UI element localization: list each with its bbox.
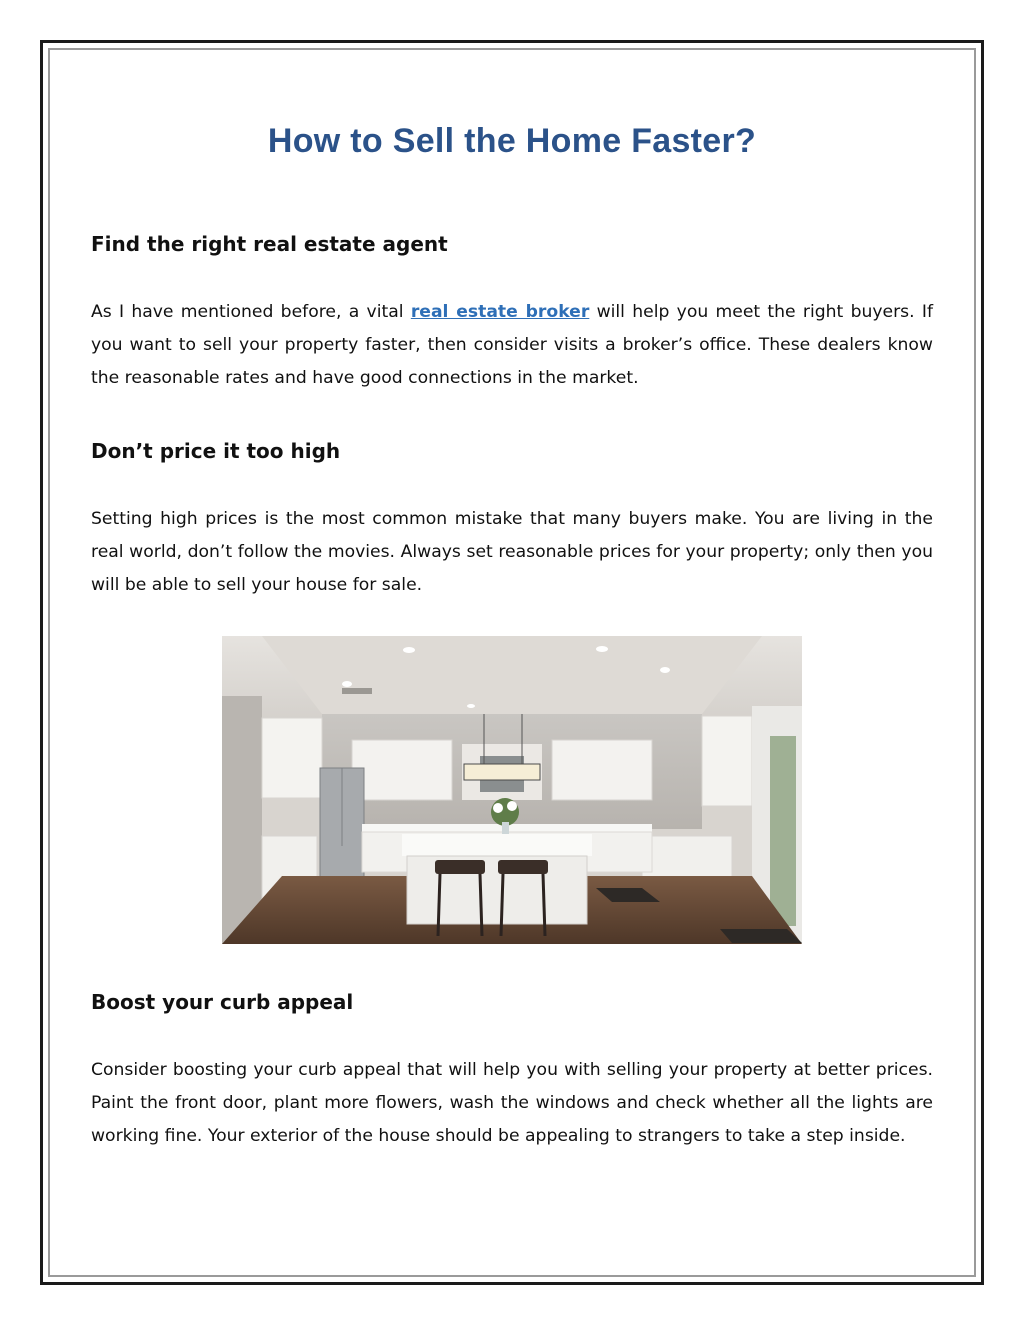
section-heading-agent: Find the right real estate agent [91,232,448,256]
real-estate-broker-link[interactable]: real estate broker [410,302,590,322]
section-paragraph-agent [91,296,933,395]
kitchen-photo [222,636,802,944]
paragraph-text: As I have mentioned before, a vital [91,302,411,322]
section-heading-price: Don’t price it too high [91,439,341,463]
paragraph-text: will help you meet the right buyers. If you want to sell your property faster, then consider visits a broker’s office. These dealers know the reasonable rates and have good connections in the market. [91,302,933,388]
section-paragraph-curb-appeal: Consider boosting your curb appeal that will help you with selling your property at better prices. Paint the front door, plant more flowers, wash the windows and check whether all the lights are working fine. Your exterior of the house should be appealing to strangers to take a step inside. [91,1060,933,1146]
section-paragraph-price: Setting high prices is the most common mistake that many buyers make. You are living in the real world, don’t follow the movies. Always set reasonable prices for your property; only then you will be able to sell your house for sale. [91,509,933,595]
page-title: How to Sell the Home Faster? [267,122,757,160]
section-heading-curb-appeal: Boost your curb appeal [91,990,354,1014]
